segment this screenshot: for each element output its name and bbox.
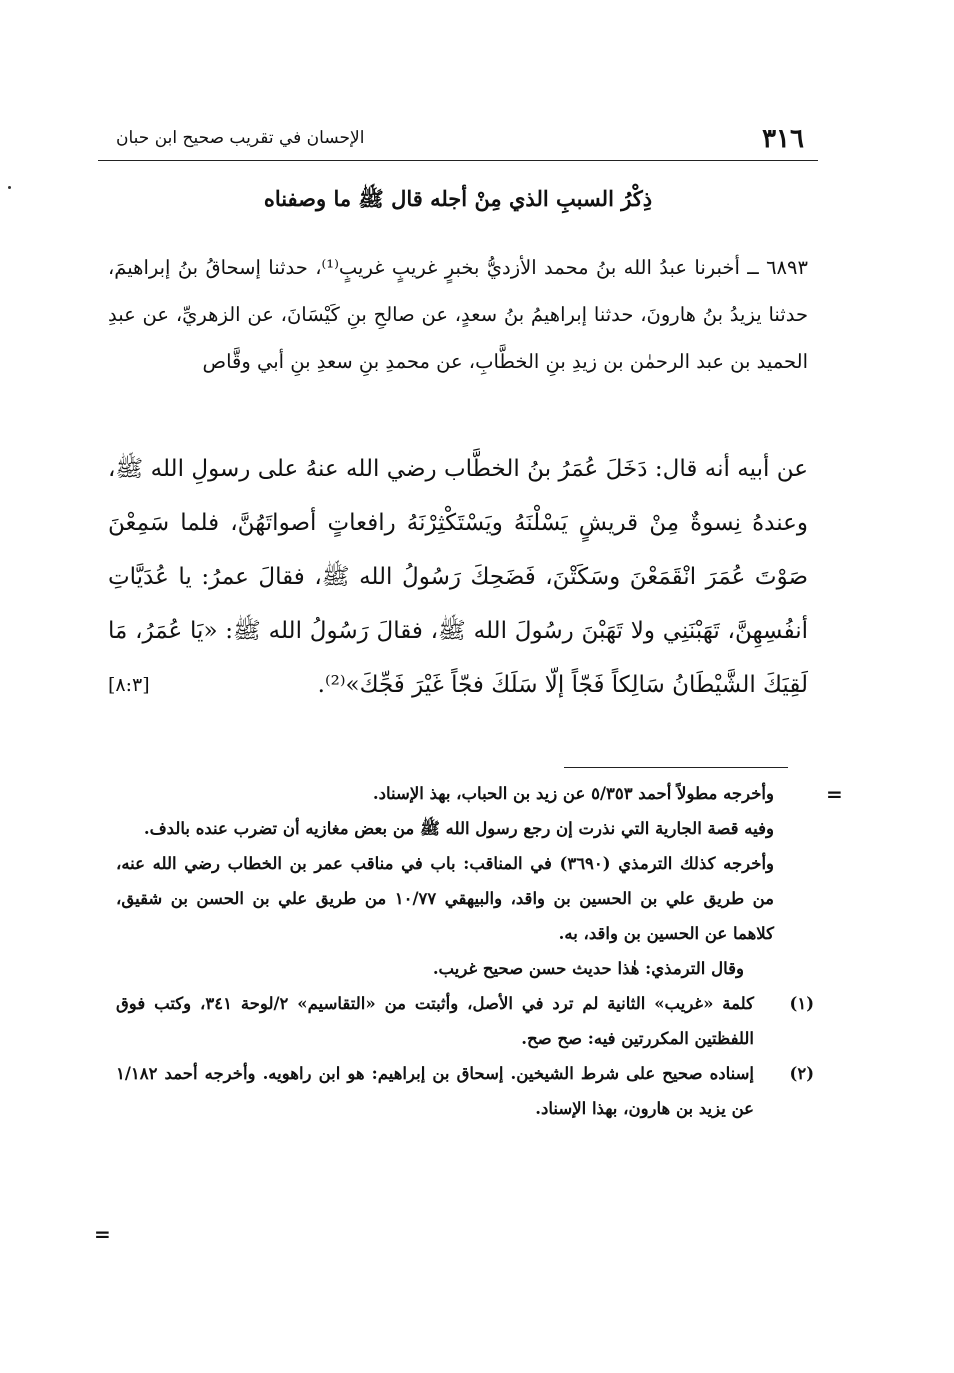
footnote-paragraph: وأخرجه كذلك الترمذي (٣٦٩٠) في المناقب: باب في مناقب عمر بن الخطاب رضي الله عنه، من طريق علي بن الحسين بن واقد، والبيهقي ١٠/٧٧ من طريق علي بن الحسن بن شقيق، كلاهما عن الحسين بن واقد، به.: [116, 854, 775, 943]
footnote-number: (١): [789, 994, 814, 1013]
footnote-item: [116, 986, 814, 1056]
hadith-isnad: ٦٨٩٣ ــ أخبرنا عبدُ الله بنُ محمد الأزديُّ بخبرٍ غريبٍ غريبٍ⁽¹⁾، حدثنا إسحاقُ بنُ إبراهيمَ، حدثنا يزيدُ بنُ هارونَ، حدثنا إبراهيمُ بنُ سعدٍ، عن صالحِ بنِ كَيْسَانَ، عن الزهريِّ، عن عبدِ الحميد بن عبد الرحمٰن بن زيدِ بنِ الخطَّابِ، عن محمدِ بنِ سعدِ بنِ أبي وقَّاص: [108, 256, 808, 373]
footnote-number: (٢): [789, 1064, 814, 1083]
footnote-paragraph: وقال الترمذي: هٰذا حديث حسن صحيح غريب.: [432, 959, 744, 978]
hadith-matn: [108, 442, 808, 712]
running-head: [98, 118, 818, 158]
chapter-heading: ذِكْرُ السببِ الذي مِنْ أجله قال ﷺ ما وصفناه: [263, 186, 653, 211]
continuation-marker-top: =: [826, 782, 843, 806]
book-title: الإحسان في تقريب صحيح ابن حبان: [116, 128, 365, 148]
continuation-marker-bottom: =: [94, 1222, 111, 1246]
source-reference: [٨:٣]: [108, 674, 150, 696]
footnote-rule: [564, 767, 788, 768]
page-number: ٣١٦: [762, 124, 804, 154]
footnote-paragraph: وأخرجه مطولاً أحمد ٥/٣٥٣ عن زيد بن الحباب، بهذ الإسناد.: [372, 784, 774, 803]
margin-dot: [8, 186, 11, 189]
footnotes: [116, 776, 814, 1126]
footnote-text: كلمة «غريب» الثانية لم ترد في الأصل، وأثبتت من «التقاسيم» ٢/لوحة ٣٤١، وكتب فوق اللفظتين المكررتين فيه: صح صح.: [116, 994, 754, 1048]
footnote-paragraph: وفيه قصة الجارية التي نذرت إن رجع رسول الله ﷺ من بعض مغازيه أن تضرب عنده بالدف.: [143, 819, 774, 838]
footnote-item: [116, 1056, 814, 1126]
header-rule: [98, 160, 818, 161]
footnote-text: إسناده صحيح على شرط الشيخين. إسحاق بن إبراهيم: هو ابن راهويه. وأخرجه أحمد ١/١٨٢ عن يزيد بن هارون، بهذا الإسناد.: [116, 1064, 754, 1118]
hadith-text: عن أبيه أنه قال: دَخَلَ عُمَرُ بنُ الخطَّاب رضي الله عنهُ على رسولِ الله ﷺ، وعندهُ نِسوةٌ مِنْ قريشٍ يَسْلْنَهُ ويَسْتَكْثِرْنَهُ رافعاتٍ أصواتَهُنَّ، فلما سَمِعْنَ صَوْتَ عُمَرَ انْقَمَعْنَ وسَكَتْنَ، فَضَحِكَ رَسُولُ الله ﷺ، فقالَ عمرُ: يا عُدَيَّاتِ أنفُسِهِنَّ، تَهَبْنَنِي ولا تَهَبْنَ رسُولَ الله ﷺ، فقالَ رَسُولُ الله ﷺ: «يَا عُمَرُ، مَا لَقِيَكَ الشَّيْطَانُ سَالِكاً فَجّاً إلّا سَلَكَ فجّاً غَيْرَ فَجِّكَ»⁽²⁾.: [108, 456, 808, 698]
